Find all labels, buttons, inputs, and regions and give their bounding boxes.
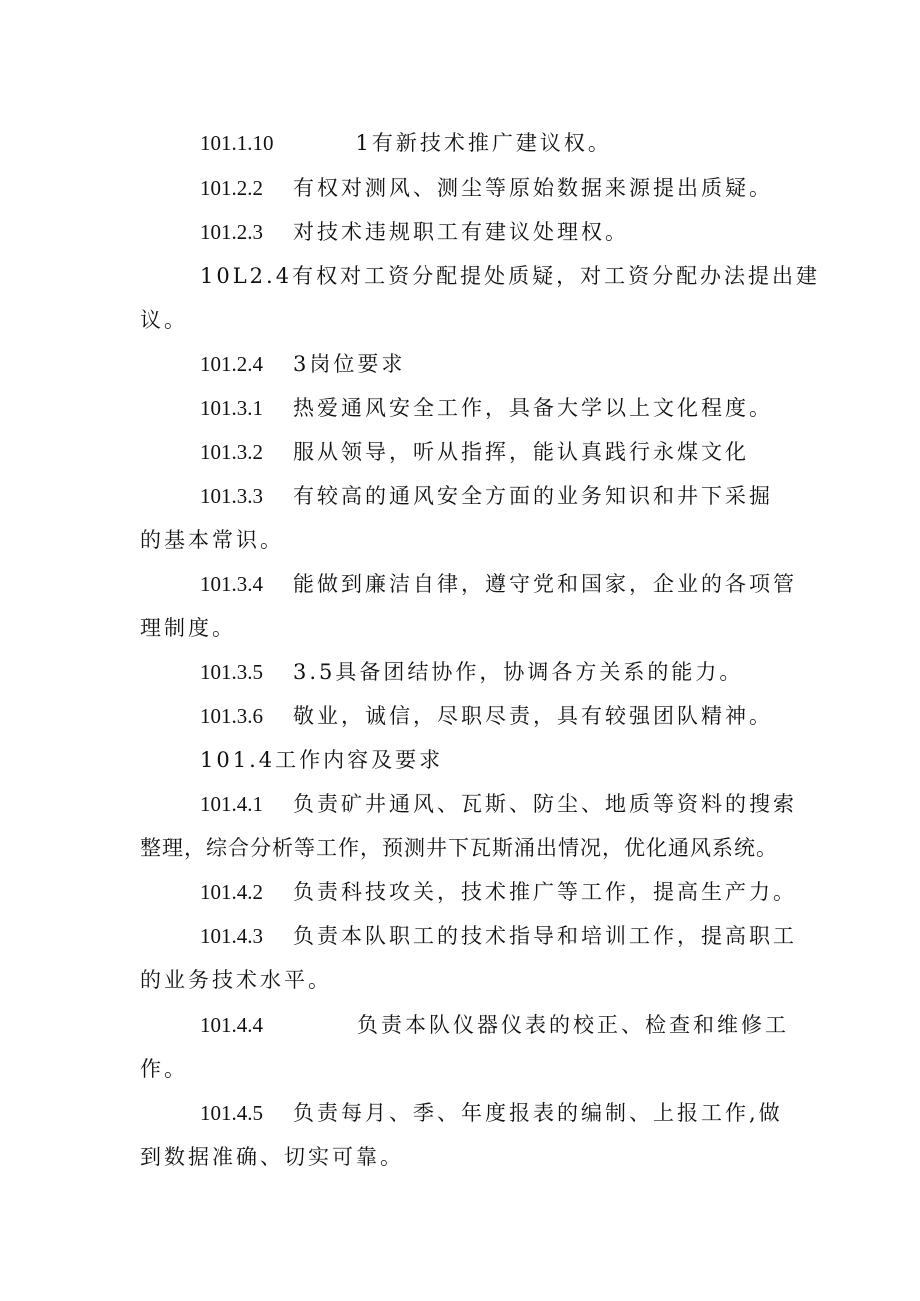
clause-number: 101.4.5 <box>200 1101 263 1125</box>
paragraph-101-3-4-continued <box>140 613 236 643</box>
clause-text-continued: 的业务技术水平。 <box>140 968 332 992</box>
paragraph-10l2-4 <box>200 261 820 291</box>
clause-text: 负责本队职工的技术指导和培训工作，提高职工 <box>293 924 797 948</box>
clause-text: 3岗位要求 <box>293 352 406 376</box>
clause-number: 101.3.6 <box>200 704 263 728</box>
paragraph-101-4-3-continued <box>140 965 332 995</box>
paragraph-101-4-5 <box>200 1098 783 1128</box>
clause-number: 101.4.1 <box>200 792 263 816</box>
clause-number: 101.4.3 <box>200 924 263 948</box>
paragraph-101-3-2 <box>200 437 749 467</box>
paragraph-101-4-1-continued <box>140 833 778 863</box>
clause-text-continued: 整理，综合分析等工作，预测井下瓦斯涌出情况，优化通风系统。 <box>140 836 778 860</box>
paragraph-101-4-5-continued <box>140 1142 404 1172</box>
paragraph-101-3-5 <box>200 657 743 687</box>
paragraph-101-4-3 <box>200 921 797 951</box>
paragraph-10l2-4-continued <box>140 305 188 335</box>
paragraph-101-4-2 <box>200 877 797 907</box>
clause-number: 101.4.2 <box>200 880 263 904</box>
clause-number: 101.4.4 <box>200 1013 263 1037</box>
paragraph-101-4-4-continued <box>140 1054 188 1084</box>
clause-text-continued: 到数据准确、切实可靠。 <box>140 1145 404 1169</box>
clause-number: 101.3.3 <box>200 484 263 508</box>
clause-text: 负责科技攻关，技术推广等工作，提高生产力。 <box>293 880 797 904</box>
clause-text: 负责本队仪器仪表的校正、检查和维修工 <box>357 1013 789 1037</box>
paragraph-101-3-1 <box>200 393 773 423</box>
clause-number: 101.3.1 <box>200 396 263 420</box>
clause-text: 10L2.4有权对工资分配提处质疑，对工资分配办法提出建 <box>200 264 821 288</box>
clause-text-continued: 议。 <box>140 308 188 332</box>
section-heading-text: 101.4工作内容及要求 <box>200 748 444 772</box>
clause-text: 热爱通风安全工作，具备大学以上文化程度。 <box>293 396 773 420</box>
clause-number: 101.1.10 <box>200 131 274 155</box>
clause-text: 负责每月、季、年度报表的编制、上报工作,做 <box>293 1101 783 1125</box>
paragraph-101-3-6 <box>200 701 773 731</box>
clause-number: 101.3.4 <box>200 572 263 596</box>
clause-number: 101.2.4 <box>200 352 263 376</box>
section-heading-101-4 <box>200 745 443 775</box>
clause-text-continued: 作。 <box>140 1057 188 1081</box>
clause-text: 对技术违规职工有建议处理权。 <box>293 220 629 244</box>
clause-number: 101.2.2 <box>200 176 263 200</box>
clause-number: 101.2.3 <box>200 220 263 244</box>
paragraph-101-3-4 <box>200 569 797 599</box>
paragraph-101-3-3-continued <box>140 525 284 555</box>
clause-text: 服从领导，听从指挥，能认真践行永煤文化 <box>293 440 749 464</box>
clause-text: 敬业，诚信，尽职尽责，具有较强团队精神。 <box>293 704 773 728</box>
paragraph-101-3-3 <box>200 481 773 511</box>
clause-text: 3.5具备团结协作，协调各方关系的能力。 <box>293 660 744 684</box>
paragraph-101-2-4 <box>200 349 405 379</box>
clause-number: 101.3.5 <box>200 660 263 684</box>
clause-text: 1有新技术推广建议权。 <box>355 131 612 155</box>
clause-text: 有较高的通风安全方面的业务知识和井下采掘 <box>293 484 773 508</box>
clause-text: 能做到廉洁自律，遵守党和国家，企业的各项管 <box>293 572 797 596</box>
paragraph-101-2-3 <box>200 217 629 247</box>
clause-text-continued: 理制度。 <box>140 616 236 640</box>
clause-number: 101.3.2 <box>200 440 263 464</box>
paragraph-101-4-1 <box>200 789 797 819</box>
paragraph-101-1-10 <box>200 128 612 158</box>
paragraph-101-4-4 <box>200 1010 789 1040</box>
paragraph-101-2-2 <box>200 173 773 203</box>
clause-text: 负责矿井通风、瓦斯、防尘、地质等资料的搜索 <box>293 792 797 816</box>
clause-text-continued: 的基本常识。 <box>140 528 284 552</box>
clause-text: 有权对测风、测尘等原始数据来源提出质疑。 <box>293 176 773 200</box>
